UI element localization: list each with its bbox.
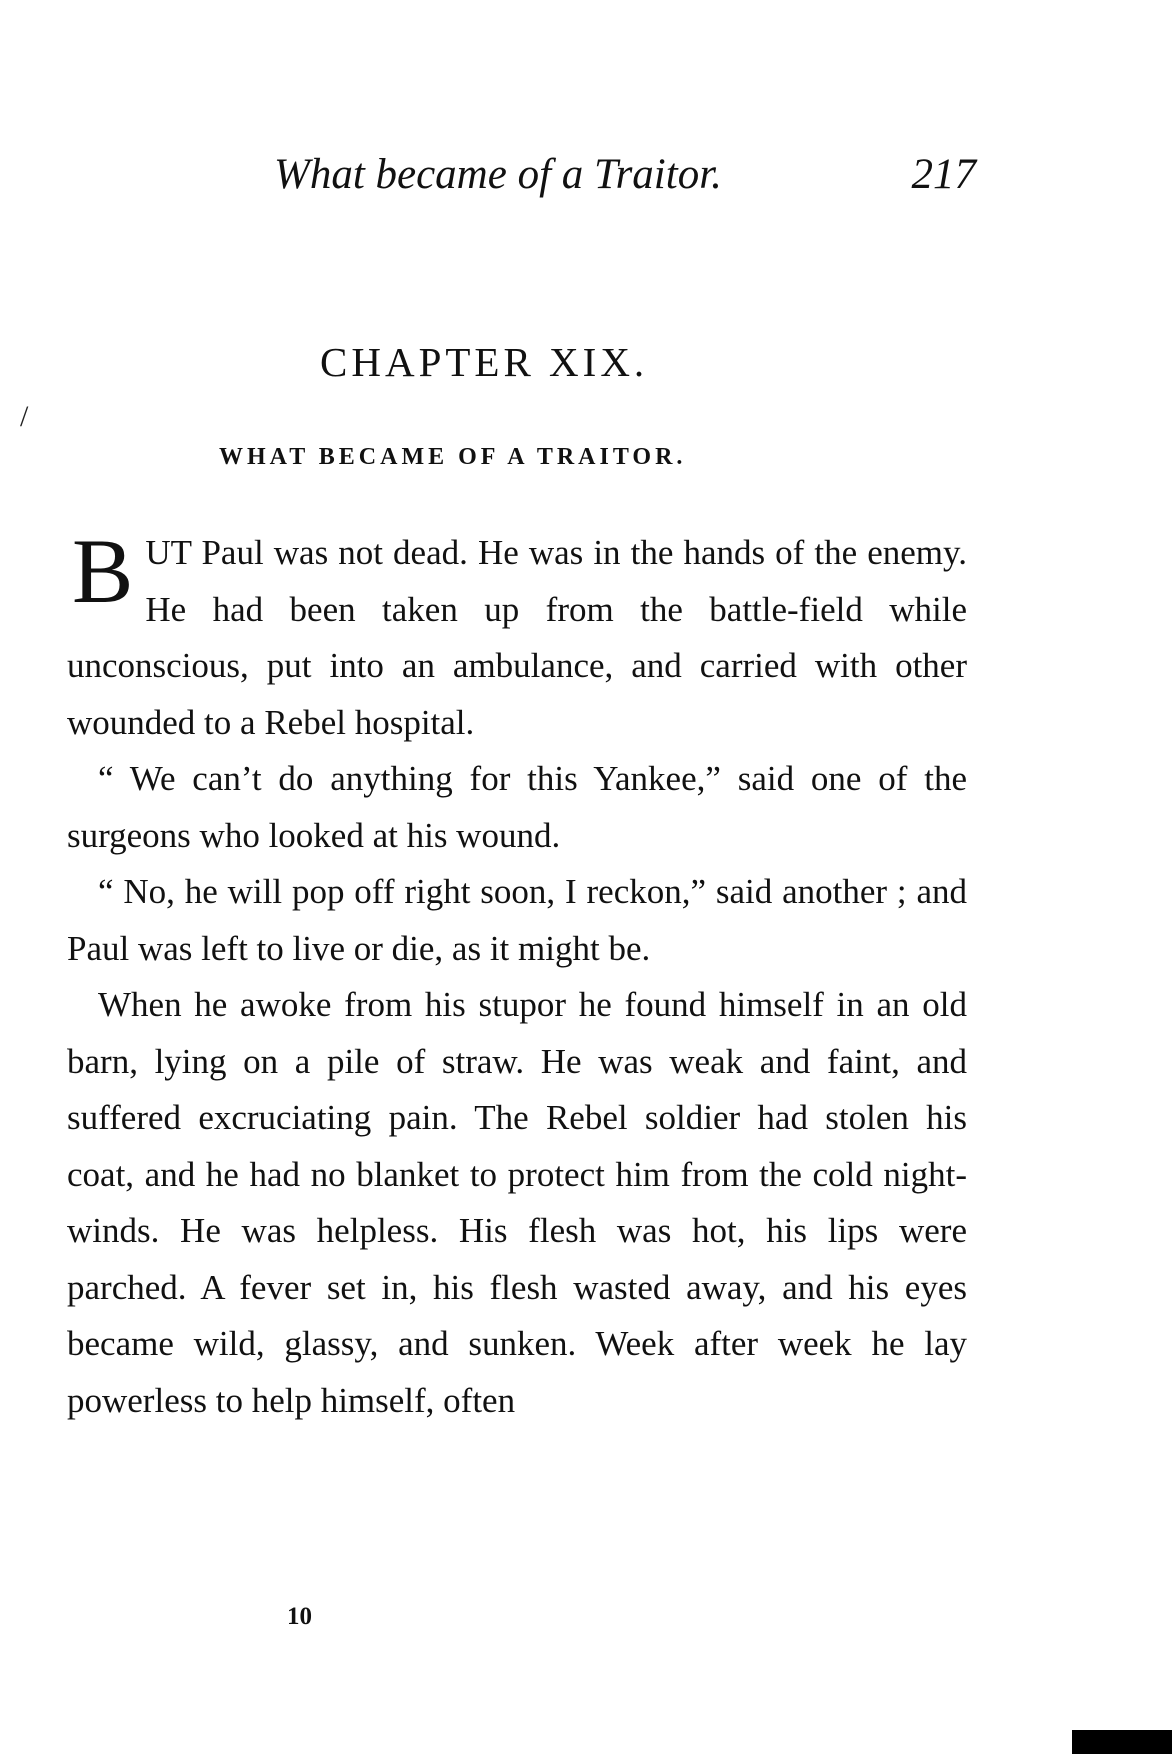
body-text	[67, 520, 967, 1429]
scan-edge-bar	[1072, 1730, 1172, 1754]
paragraph	[67, 751, 967, 864]
paragraph	[67, 520, 967, 751]
paragraph	[67, 977, 967, 1429]
running-header	[274, 150, 976, 210]
page-number: 217	[911, 151, 976, 198]
chapter-heading: CHAPTER XIX.	[320, 339, 649, 385]
signature-mark: 10	[287, 1603, 312, 1630]
paragraph-text: When he awoke from his stupor he found himself in an old barn, lying on a pile of straw. He was weak and faint, and suffered excruciating pain. The Rebel soldier had stolen his coat, and he had no blanket to protect him from the cold night-winds. He was helpless. His flesh was hot, his lips were parched. A fever set in, his flesh wasted away, and his eyes became wild, glassy, and sunken. Week after week he lay powerless to help himself, often	[67, 985, 967, 1420]
running-title: What became of a Traitor.	[274, 151, 722, 198]
paragraph-text: “ No, he will pop off right soon, I reckon,” said another ; and Paul was left to live or die, as it might be.	[67, 872, 967, 968]
paragraph	[67, 864, 967, 977]
paragraph-text: “ We can’t do anything for this Yankee,” said one of the surgeons who looked at his wound.	[67, 759, 967, 855]
drop-cap: B	[72, 520, 134, 622]
paragraph-text: UT Paul was not dead. He was in the hands of the enemy. He had been taken up from the battle-field while unconscious, put into an ambulance, and carried with other wounded to a Rebel hospital.	[67, 533, 967, 742]
chapter-subtitle: WHAT BECAME OF A TRAITOR.	[219, 444, 687, 470]
stray-mark-slash: /	[20, 400, 29, 433]
